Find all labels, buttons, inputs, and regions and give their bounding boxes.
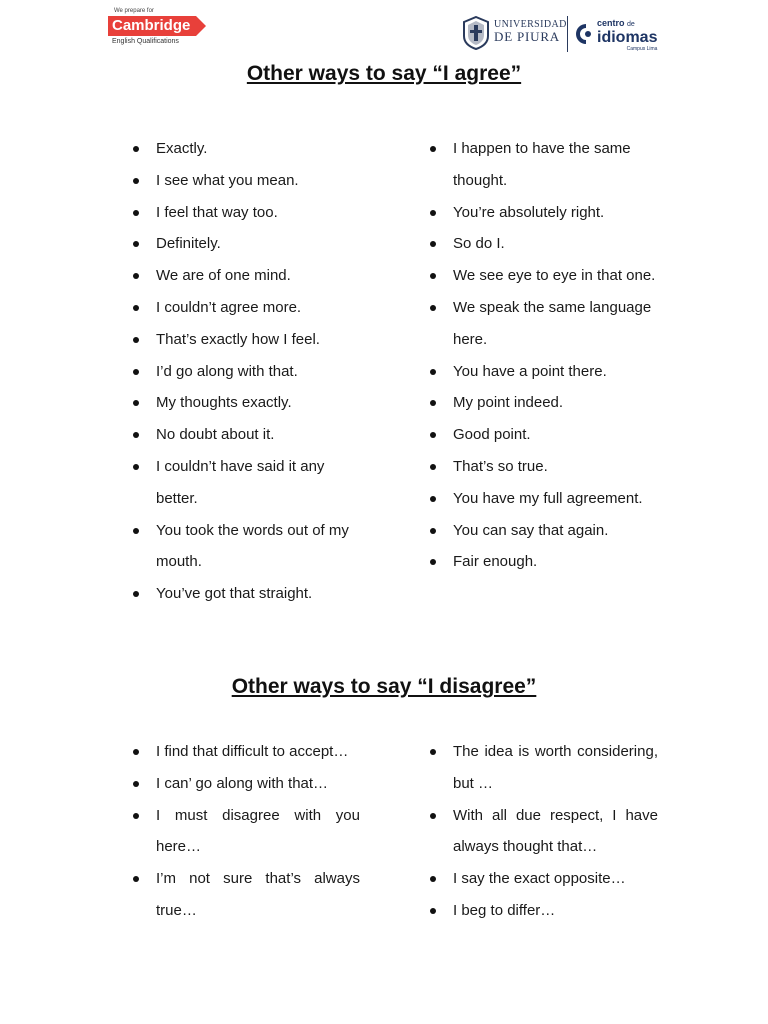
list-item: You have my full agreement. (430, 483, 670, 515)
cambridge-logo (108, 8, 218, 56)
list-item: I see what you mean. (133, 165, 363, 197)
list-item: I happen to have the same thought. (430, 133, 670, 197)
list-item: That’s exactly how I feel. (133, 324, 363, 356)
idiomas-campus: Campus Lima (626, 46, 658, 52)
list-item: I feel that way too. (133, 197, 363, 229)
list-item: I beg to differ… (430, 895, 658, 927)
list-item: I couldn’t have said it any better. (133, 451, 363, 515)
list-item: I say the exact opposite… (430, 863, 658, 895)
cambridge-tagline: We prepare for (114, 8, 154, 14)
idiomas-centro-word: centro (597, 18, 625, 28)
disagree-list-left (133, 736, 360, 927)
udep-logo (462, 14, 662, 54)
list-item: We are of one mind. (133, 260, 363, 292)
cambridge-name: Cambridge (112, 17, 191, 34)
list-item: Definitely. (133, 228, 363, 260)
list-item: Fair enough. (430, 546, 670, 578)
list-item: I can’ go along with that… (133, 768, 360, 800)
list-item: No doubt about it. (133, 419, 363, 451)
list-item: I find that difficult to accept… (133, 736, 360, 768)
cambridge-wordmark (108, 16, 196, 36)
list-item: I’m not sure that’s always true… (133, 863, 360, 927)
list-item: You can say that again. (430, 515, 670, 547)
list-item: We speak the same language here. (430, 292, 670, 356)
cambridge-arrow-icon (196, 16, 206, 36)
agree-list-left (133, 133, 363, 610)
list-item: Good point. (430, 419, 670, 451)
list-item: My thoughts exactly. (133, 387, 363, 419)
list-item: My point indeed. (430, 387, 670, 419)
list-item: Exactly. (133, 133, 363, 165)
list-item: I must disagree with you here… (133, 800, 360, 864)
list-item: So do I. (430, 228, 670, 260)
list-item: You took the words out of my mouth. (133, 515, 363, 579)
udep-line2: DE PIURA (494, 29, 560, 44)
disagree-title: Other ways to say “I disagree” (231, 675, 537, 698)
list-item: That’s so true. (430, 451, 670, 483)
idiomas-wordmark (597, 19, 657, 52)
list-item: You have a point there. (430, 356, 670, 388)
list-item: I couldn’t agree more. (133, 292, 363, 324)
list-item: I’d go along with that. (133, 356, 363, 388)
udep-line1: UNIVERSIDAD (494, 19, 567, 30)
list-item: You’re absolutely right. (430, 197, 670, 229)
idiomas-name: idiomas (597, 29, 658, 46)
list-item: The idea is worth considering, but … (430, 736, 658, 800)
agree-list-right (430, 133, 670, 578)
idiomas-centro (597, 19, 657, 29)
cambridge-subtitle: English Qualifications (112, 38, 179, 45)
idiomas-de: de (627, 21, 635, 28)
agree-title: Other ways to say “I agree” (246, 62, 522, 85)
list-item: You’ve got that straight. (133, 578, 363, 610)
udep-name (494, 19, 567, 43)
speech-bubble-icon (574, 22, 594, 46)
disagree-list-right (430, 736, 658, 927)
list-item: We see eye to eye in that one. (430, 260, 670, 292)
list-item: With all due respect, I have always thought that… (430, 800, 658, 864)
university-seal-icon (462, 16, 490, 50)
logo-divider (567, 16, 568, 52)
